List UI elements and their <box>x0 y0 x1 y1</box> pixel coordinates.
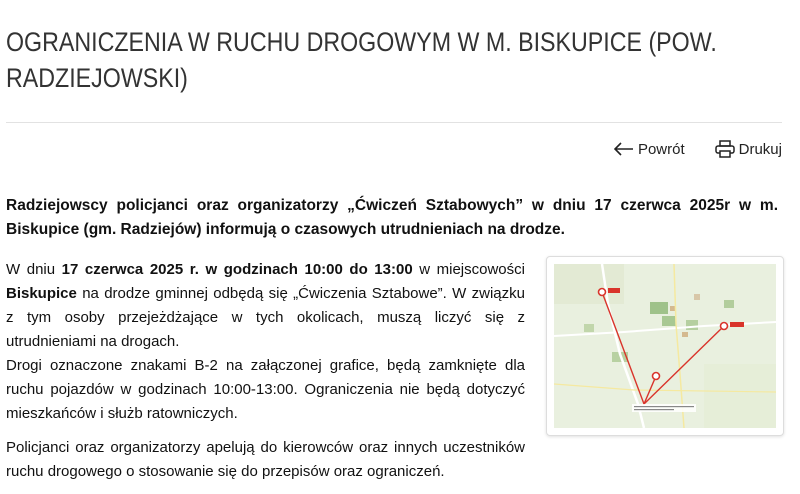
arrow-left-icon <box>614 142 634 156</box>
article-paragraph-3: Policjanci oraz organizatorzy apelują do kierowców oraz innych uczestników ruchu drogowego o stosowanie się do przepisów oraz ograniczeń. <box>6 439 525 480</box>
print-label: Drukuj <box>738 140 782 158</box>
map-image <box>554 264 776 428</box>
p1-text-3: na drodze gminnej odbędą się „Ćwiczenia Sztabowe”. W związku z tym osoby przejeżdżające w tych okolicach, muszą liczyć się z utrudnieniami na drogach. <box>6 285 525 350</box>
p1-date-time: 17 czerwca 2025 r. w godzinach 10:00 do 13:00 <box>61 261 413 278</box>
back-label: Powrót <box>637 140 685 158</box>
map-figure[interactable] <box>546 256 784 436</box>
back-button[interactable] <box>614 141 685 158</box>
title-divider <box>6 122 782 123</box>
printer-icon <box>715 140 735 158</box>
p1-location: Biskupice <box>6 285 77 302</box>
article-paragraph-2: Drogi oznaczone znakami B-2 na załączonej grafice, będą zamknięte dla ruchu pojazdów w godzinach 10:00-13:00. Ograniczenia nie będą dotyczyć mieszkańców i służb ratowniczych. <box>6 357 525 422</box>
article-lead: Radziejowscy policjanci oraz organizatorzy „Ćwiczeń Sztabowych” w dniu 17 czerwca 2025r w m. Biskupice (gm. Radziejów) informują o czasowych utrudnieniach na drodze. <box>6 197 778 238</box>
article-paragraph-1 <box>6 258 525 354</box>
p1-text-1: W dniu <box>6 261 62 278</box>
page-title: OGRANICZENIA W RUCHU DROGOWYM W M. BISKUPICE (POW. RADZIEJOWSKI) <box>6 27 717 93</box>
p1-text-2: w miejscowości <box>412 261 525 278</box>
article-actions <box>614 140 782 158</box>
print-button[interactable] <box>715 140 782 158</box>
